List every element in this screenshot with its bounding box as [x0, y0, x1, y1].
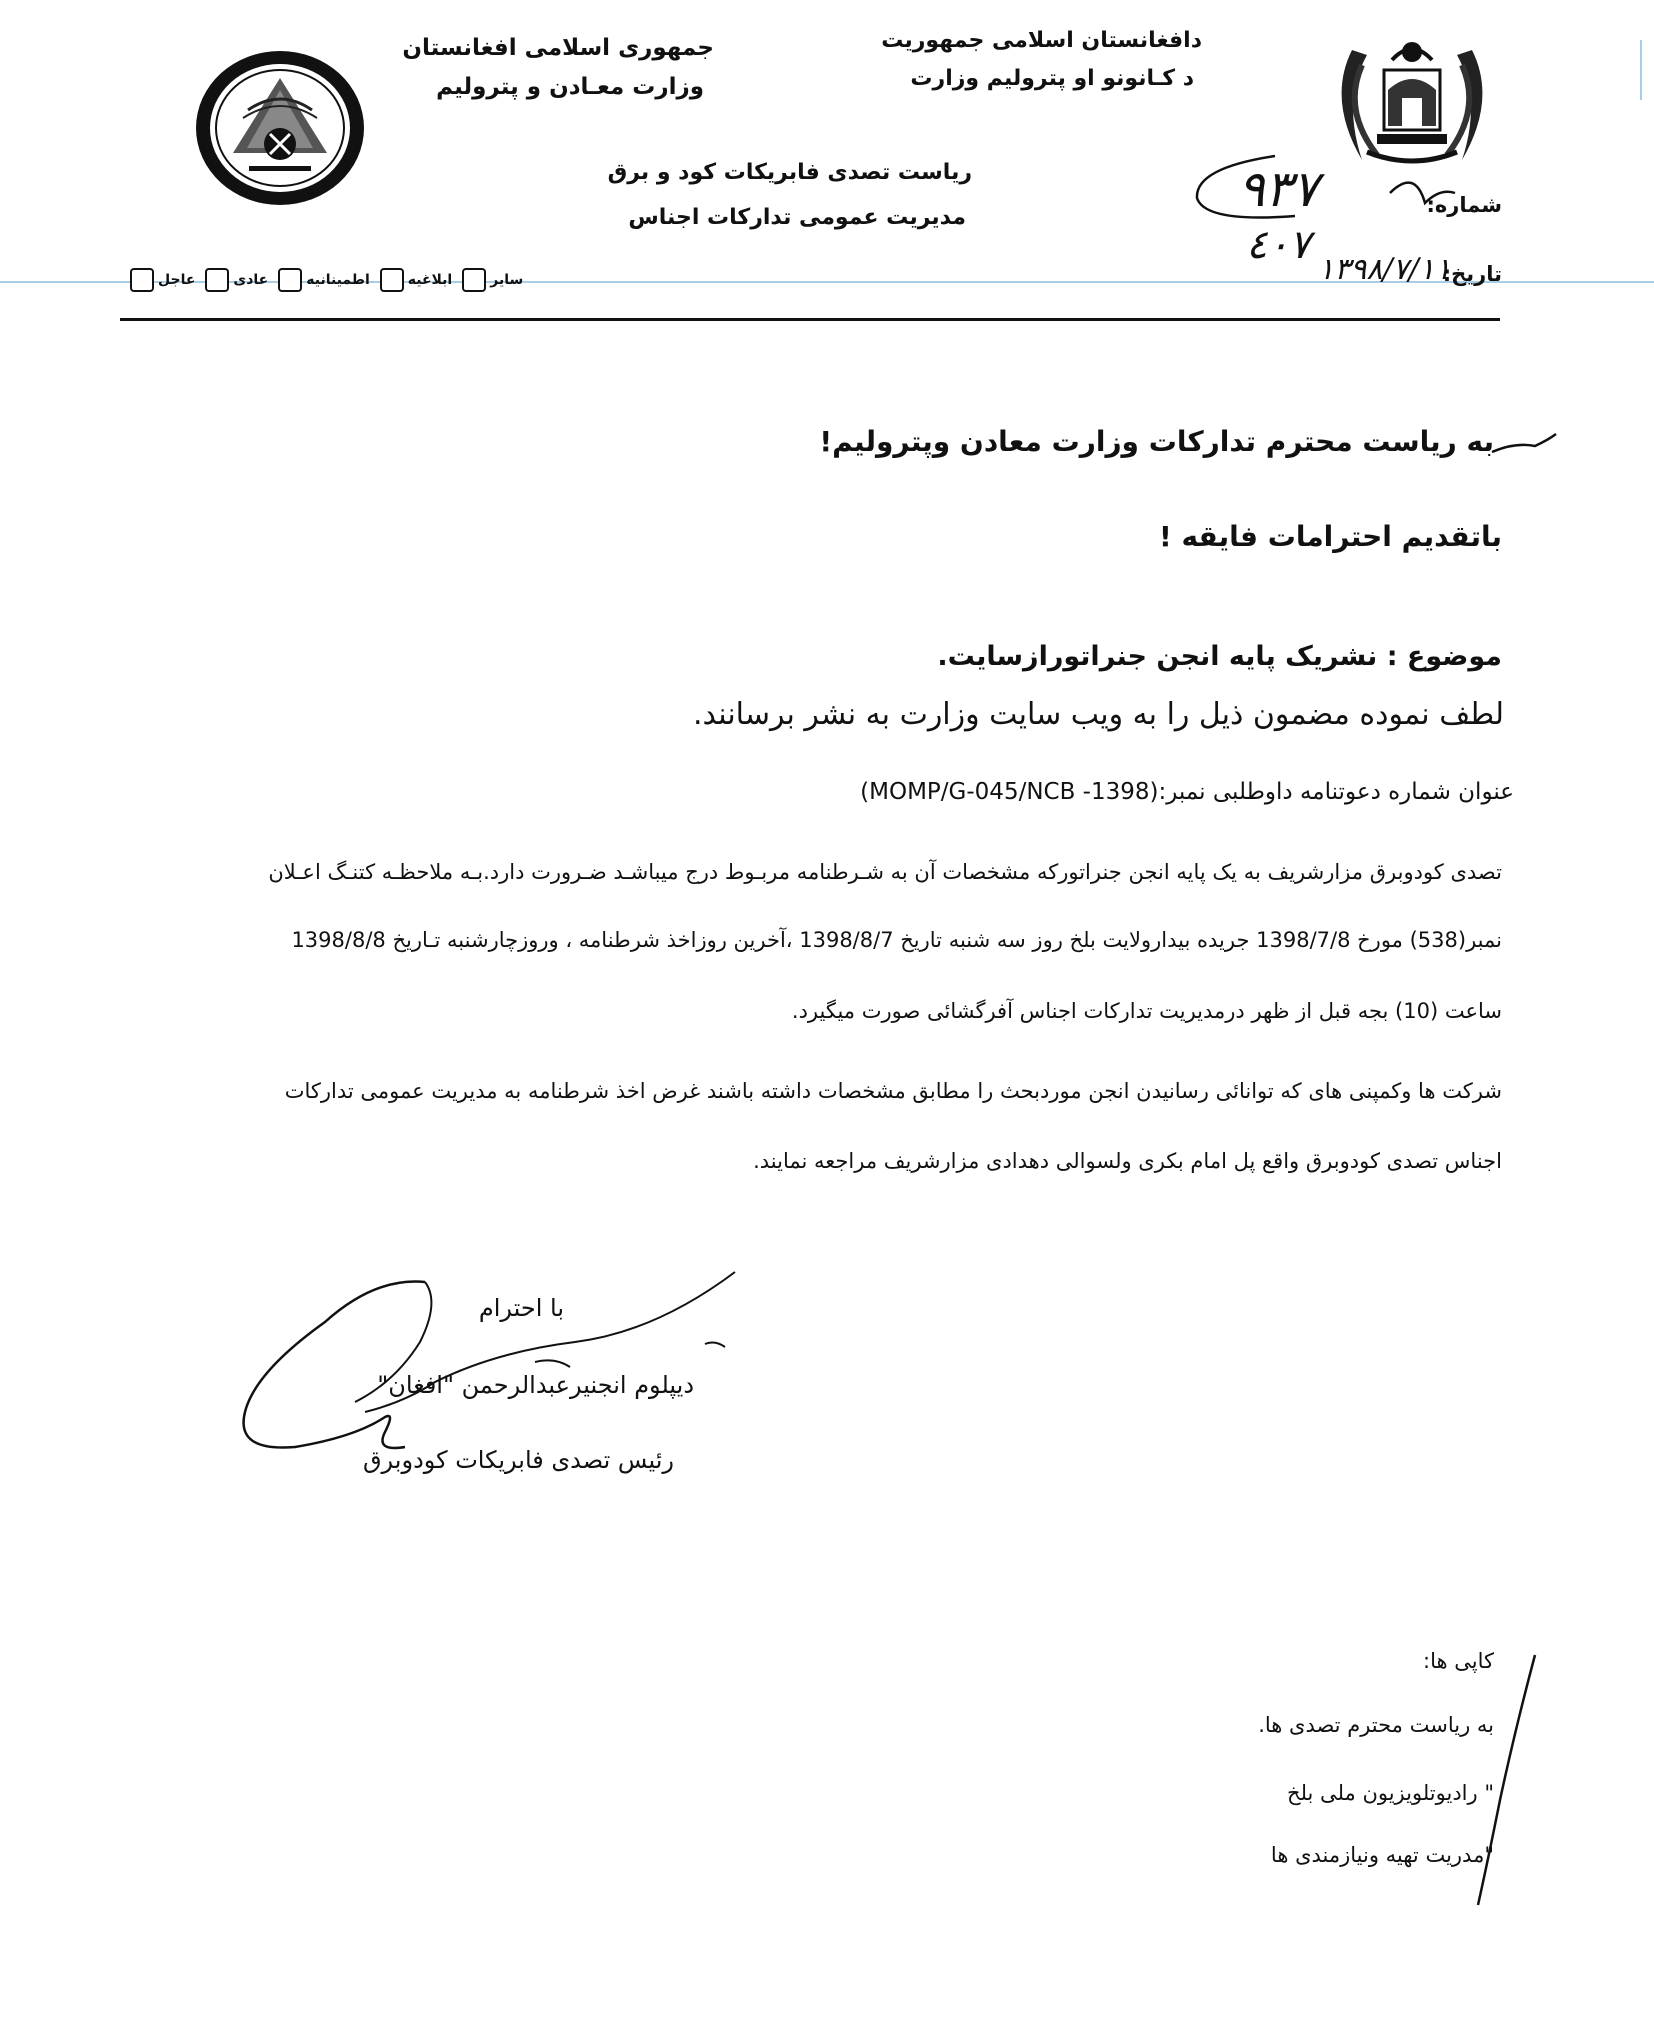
paragraph2-line2: اجناس تصدی کودوبرق واقع پل امام بکری ولسوالی دهدادی مزارشریف مراجعه نمایند.	[753, 1149, 1502, 1173]
checkbox-normal[interactable]	[205, 268, 229, 292]
date-label: تاریخ:	[1442, 262, 1502, 286]
signatory-title: رئیس تصدی فابریکات کودوبرق	[362, 1446, 674, 1474]
addressee: به ریاست محترم تدارکات وزارت معادن وپترولیم!	[819, 425, 1494, 458]
priority-checkboxes	[130, 268, 523, 292]
pashto-ministry-title: د کـانونو او پترولیم وزارت	[910, 66, 1194, 91]
priority-receipt[interactable]: اطمینانیه	[278, 268, 370, 292]
paragraph1-line2: نمبر(538) مورخ 1398/7/8 جریده بیدارولایت بلخ روز سه شنبه تاریخ 1398/8/7 ،آخرین روزاخذ شرطنامه ، وروزچارشنبه تـاریخ 1398/8/8	[291, 928, 1502, 952]
scan-guide-line-right	[1640, 40, 1642, 100]
header-divider	[120, 318, 1500, 321]
priority-notice[interactable]: ابلاغیه	[380, 268, 452, 292]
copy-item-1: به ریاست محترم تصدی ها.	[1258, 1713, 1494, 1737]
handwritten-signature	[235, 1262, 755, 1462]
checkbox-other[interactable]	[462, 268, 486, 292]
priority-urgent[interactable]: عاجل	[130, 268, 195, 292]
signatory-name: دیپلوم انجنیرعبدالرحمن "افغان"	[377, 1371, 694, 1399]
pashto-country-title: دافغانستان اسلامی جمهوریت	[881, 28, 1202, 53]
copy-item-3: "مدریت تهیه ونیازمندی ها	[1270, 1843, 1494, 1867]
checkbox-receipt[interactable]	[278, 268, 302, 292]
copy-item-2: " رادیوتلویزیون ملی بلخ	[1287, 1781, 1494, 1805]
number-value: ٩٣٧	[1238, 160, 1319, 218]
checkbox-notice[interactable]	[380, 268, 404, 292]
copies-heading: کاپی ها:	[1423, 1649, 1494, 1673]
number-label: شماره:	[1426, 193, 1502, 217]
dari-ministry-title: وزارت معـادن و پترولیم	[436, 74, 704, 100]
checkbox-urgent[interactable]	[130, 268, 154, 292]
closing: با احترام	[478, 1294, 564, 1322]
priority-normal[interactable]: عادی	[205, 268, 268, 292]
priority-other[interactable]: سایر	[462, 268, 523, 292]
subject: موضوع : نشریک پایه انجن جنراتورازسایت.	[937, 641, 1502, 672]
number-scribble	[1185, 148, 1465, 228]
copies-pen-stroke	[1460, 1650, 1550, 1910]
paragraph1-line3: ساعت (10) بجه قبل از ظهر درمدیریت تدارکات اجناس آفرگشائی صورت میگیرد.	[791, 999, 1502, 1023]
request: لطف نموده مضمون ذیل را به ویب سایت وزارت به نشر برسانند.	[693, 697, 1504, 732]
paragraph2-line1: شرکت ها وکمپنی های که توانائی رسانیدن انجن موردبحث را مطابق مشخصات داشته باشند غرض اخذ شرطنامه به مدیریت عمومی تدارکات	[284, 1079, 1502, 1103]
ministry-seal-left	[193, 48, 368, 208]
greeting: باتقدیم احترامات فایقه !	[1158, 520, 1502, 553]
department-title: ریاست تصدی فابریکات کود و برق	[607, 160, 972, 185]
tender-line: عنوان شماره دعوتنامه داوطلبی نمبر:(MOMP/G-045/NCB -1398)	[860, 779, 1514, 805]
addressee-flourish	[1490, 430, 1560, 460]
directorate-title: مدیریت عمومی تدارکات اجناس	[628, 205, 966, 230]
date-value: ١٣٩٨/٧/١١	[1318, 252, 1452, 287]
extra-mark: ٤٠٧	[1246, 222, 1311, 268]
dari-country-title: جمهوری اسلامی افغانستان	[402, 35, 714, 61]
paragraph1-line1: تصدی کودوبرق مزارشریف به یک پایه انجن جنراتورکه مشخصات آن به شـرطنامه مربـوط درج میباشـد ضـرورت دارد.بـه ملاحظـه کتنـگ اعـلان	[268, 860, 1502, 884]
